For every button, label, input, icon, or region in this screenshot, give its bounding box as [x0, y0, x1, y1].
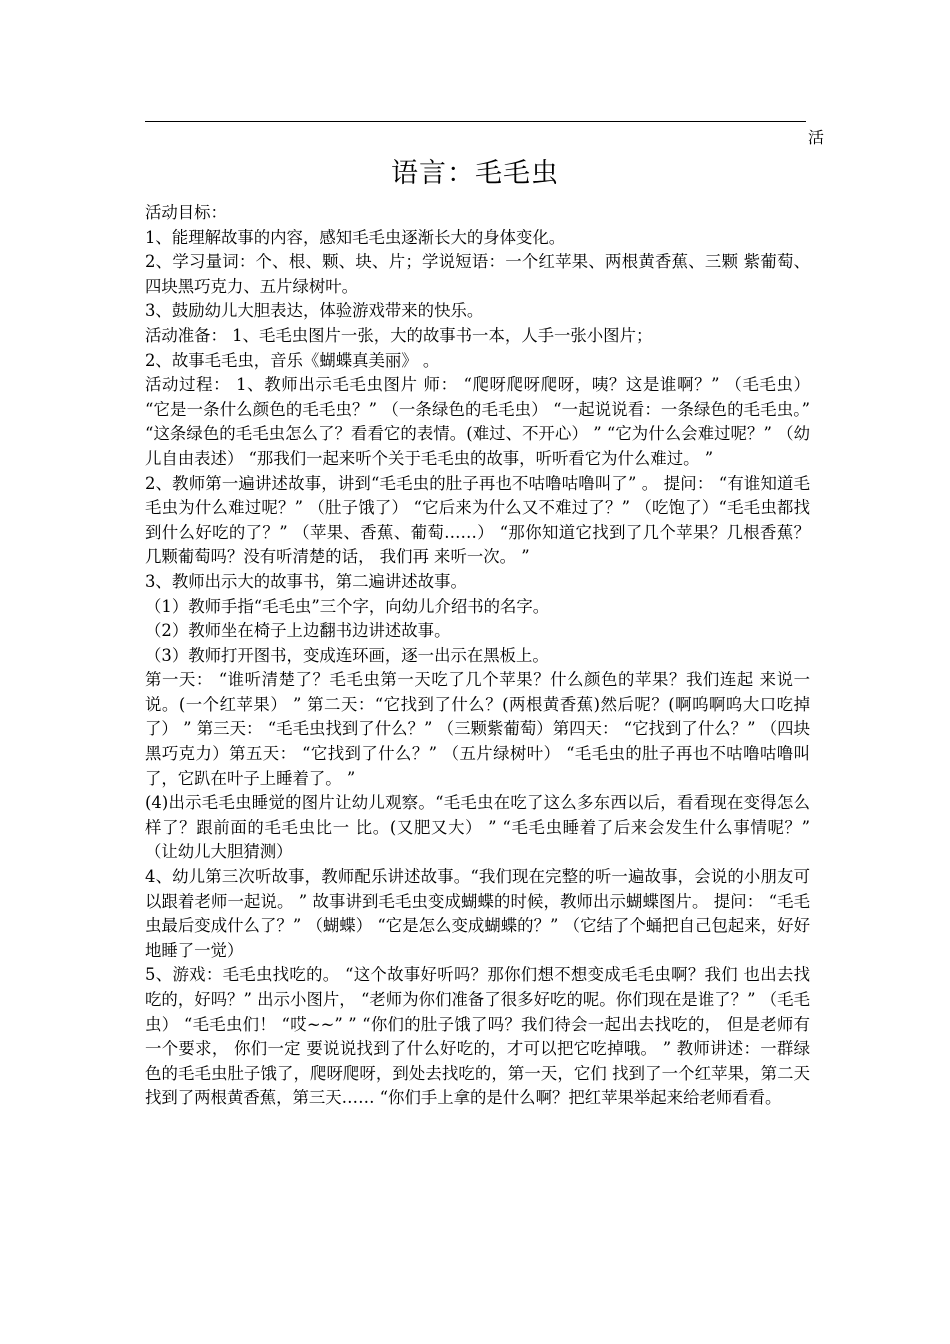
paragraph-process-1: 活动过程： 1、教师出示毛毛虫图片 师： “爬呀爬呀爬呀，咦？这是谁啊？” （毛毛虫） “它是一条什么颜色的毛毛虫？” （一条绿色的毛毛虫） “一起说说看：一条绿色的毛毛虫。” “这条绿色的毛毛虫怎么了？看看它的表情。(难过、不开心） ” “它为什么会难过呢？” （幼儿自由表述） “那我们一起来听个关于毛毛虫的故事，听听看它为什么难过。 ”	[145, 375, 810, 468]
paragraph-process-3-1: （1）教师手指“毛毛虫”三个字，向幼儿介绍书的名字。	[145, 596, 550, 616]
header-text: 活	[808, 128, 825, 147]
paragraph-goals-heading: 活动目标：	[145, 203, 227, 222]
paragraph-goal-2: 2、学习量词：个、根、颗、块、片；学说短语：一个红苹果、两根黄香蕉、三颗 紫葡萄、四块黑巧克力、五片绿树叶。	[145, 252, 810, 296]
document-body	[145, 201, 810, 1111]
paragraph-goal-3: 3、鼓励幼儿大胆表达，体验游戏带来的快乐。	[145, 301, 484, 321]
paragraph-days: 第一天： “谁听清楚了？毛毛虫第一天吃了几个苹果？什么颜色的苹果？我们连起 来说一说。(一个红苹果） ” 第二天：“它找到了什么？(两根黄香蕉)然后呢？(啊呜啊呜大口吃掉了） ” 第三天： “毛毛虫找到了什么？” （三颗紫葡萄）第四天： “它找到了什么？” （四块黑巧克力）第五天： “它找到了什么？” （五片绿树叶） “毛毛虫的肚子再也不咕噜咕噜叫了，它趴在叶子上睡着了。 ”	[145, 670, 810, 788]
paragraph-goal-1: 1、能理解故事的内容，感知毛毛虫逐渐长大的身体变化。	[145, 227, 566, 247]
paragraph-process-4: 4、幼儿第三次听故事，教师配乐讲述故事。“我们现在完整的听一遍故事，会说的小朋友可以跟着老师一起说。 ” 故事讲到毛毛虫变成蝴蝶的时候，教师出示蝴蝶图片。 提问： “毛毛虫最后变成什么了？” （蝴蝶） “它是怎么变成蝴蝶的？” （它结了个蛹把自己包起来，好好地睡了一觉）	[145, 867, 810, 960]
header-rule	[145, 121, 806, 122]
paragraph-prep-2: 2、故事毛毛虫，音乐《蝴蝶真美丽》 。	[145, 350, 440, 370]
paragraph-process-3: 3、教师出示大的故事书，第二遍讲述故事。	[145, 571, 467, 591]
paragraph-process-3-3: （3）教师打开图书，变成连环画，逐一出示在黑板上。	[145, 645, 549, 665]
paragraph-prep-1: 活动准备： 1、毛毛虫图片一张，大的故事书一本，人手一张小图片；	[145, 325, 653, 345]
paragraph-process-3-2: （2）教师坐在椅子上边翻书边讲述故事。	[145, 621, 451, 641]
document-title: 语言：毛毛虫	[391, 158, 559, 189]
paragraph-process-3-4: (4)出示毛毛虫睡觉的图片让幼儿观察。“毛毛虫在吃了这么多东西以后，看看现在变得怎么样了？跟前面的毛毛虫比一 比。(又肥又大） ” “毛毛虫睡着了后来会发生什么事情呢？” （让幼儿大胆猜测）	[145, 793, 810, 862]
paragraph-process-5: 5、游戏：毛毛虫找吃的。 “这个故事好听吗？那你们想不想变成毛毛虫啊？我们 也出去找吃的，好吗？” 出示小图片， “老师为你们准备了很多好吃的呢。你们现在是谁了？” （毛毛虫） “毛毛虫们！ “哎~~” ” “你们的肚子饿了吗？我们待会一起出去找吃的， 但是老师有一个要求， 你们一定 要说说找到了什么好吃的，才可以把它吃掉哦。 ” 教师讲述：一群绿色的毛毛虫肚子饿了，爬呀爬呀，到处去找吃的，第一天，它们 找到了一个红苹果，第二天找到了两根黄香蕉，第三天…… “你们手上拿的是什么啊？把红苹果举起来给老师看看。	[145, 965, 810, 1108]
paragraph-process-2: 2、教师第一遍讲述故事，讲到“毛毛虫的肚子再也不咕噜咕噜叫了” 。 提问： “有谁知道毛毛虫为什么难过呢？” （肚子饿了） “它后来为什么又不难过了？” （吃饱了）“毛毛虫都找到什么好吃的了？” （苹果、香蕉、葡萄……） “那你知道它找到了几个苹果？几根香蕉？几颗葡萄吗？没有听清楚的话， 我们再 来听一次。 ”	[145, 473, 810, 567]
